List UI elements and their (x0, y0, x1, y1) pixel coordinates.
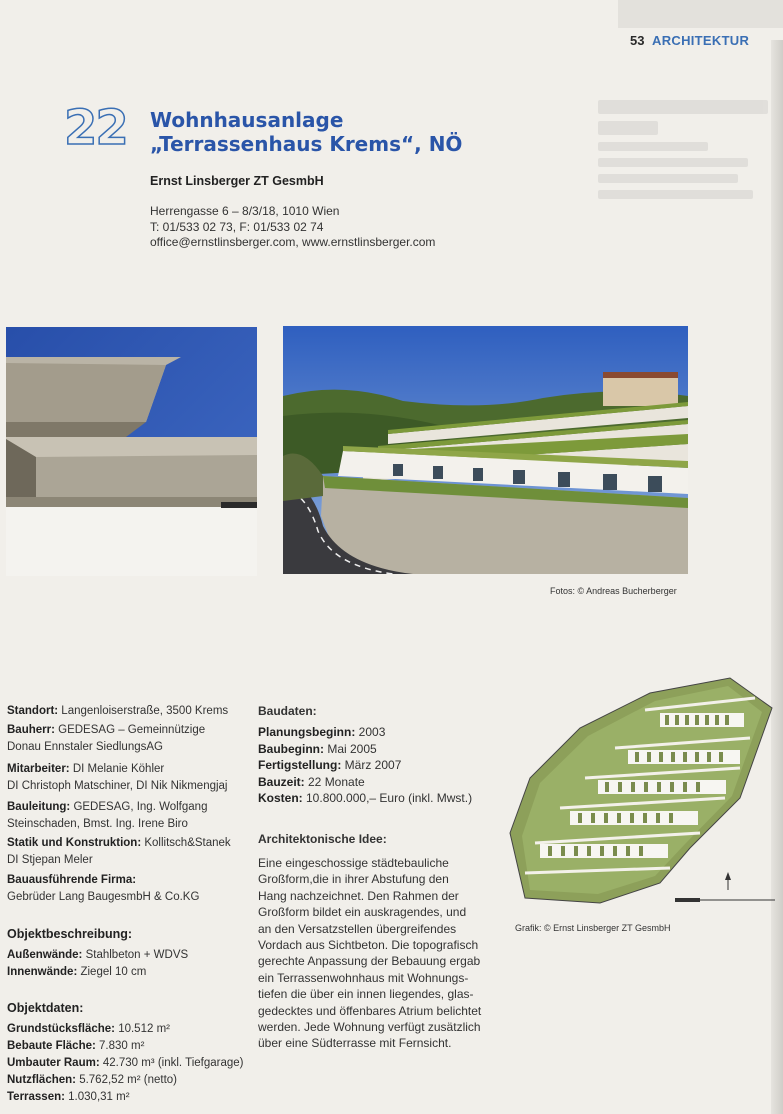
entry-title-line2: „Terrassenhaus Krems“, NÖ (150, 132, 463, 156)
idee-text: Eine eingeschossige städtebauliche Großform,die in ihrer Abstufung den Hang nachzeichnet. Den Rahmen der Großform bildet ein auskragendes, und an den Versatzstellen übergreifendes Vordach aus Sichtbeton. Die topografisch gerechte Anpassung der Bebauung ergab ein Terrassenwohnhaus mit Wohnungs- tiefen die über ein innen liegendes, glas- gedecktes und öffenbares Atrium belichtet werden. Jede Wohnung verfügt zusätzlich über eine Südterrasse mit Fernsicht. (258, 856, 482, 1051)
firm-phone-fax: T: 01/533 02 73, F: 01/533 02 74 (150, 220, 324, 234)
nutz-row: Nutzflächen: 5.762,52 m² (netto) (7, 1074, 177, 1086)
statik-row2: DI Stjepan Meler (7, 854, 93, 866)
statik-row: Statik und Konstruktion: Kollitsch&Stanek (7, 837, 231, 849)
page-number: 53 (630, 33, 645, 48)
standort-row: Standort: Langenloiserstraße, 3500 Krems (7, 705, 229, 717)
bauleitung-row: Bauleitung: GEDESAG, Ing. Wolfgang (7, 801, 208, 813)
bebaut-row: Bebaute Fläche: 7.830 m² (7, 1040, 145, 1052)
planung-row: Planungsbeginn: 2003 (258, 725, 386, 739)
site-plan-graphic (500, 668, 782, 918)
firm-name: Ernst Linsberger ZT GesmbH (150, 174, 324, 188)
fertig-row: Fertigstellung: März 2007 (258, 758, 402, 772)
innen-row: Innenwände: Ziegel 10 cm (7, 966, 147, 978)
photo-canopy-detail (6, 327, 257, 576)
bleed-through-ghost (598, 100, 783, 260)
firma-value: Gebrüder Lang BaugesmbH & Co.KG (7, 891, 200, 903)
photo-credit: Fotos: © Andreas Bucherberger (550, 586, 677, 596)
kosten-row: Kosten: 10.800.000,– Euro (inkl. Mwst.) (258, 791, 473, 805)
bauherr-row2: Donau Ennstaler SiedlungsAG (7, 741, 163, 753)
entry-title-line1: Wohnhausanlage (150, 108, 344, 132)
grund-row: Grundstücksfläche: 10.512 m² (7, 1023, 170, 1035)
baubeginn-row: Baubeginn: Mai 2005 (258, 742, 377, 756)
section-title: ARCHITEKTUR (652, 33, 750, 48)
terrassen-row: Terrassen: 1.030,31 m² (7, 1091, 130, 1103)
baudaten-heading: Baudaten: (258, 704, 317, 718)
umbaut-row: Umbauter Raum: 42.730 m³ (inkl. Tiefgarage) (7, 1057, 244, 1069)
objektdaten-heading: Objektdaten: (7, 1001, 84, 1015)
firm-address: Herrengasse 6 – 8/3/18, 1010 Wien (150, 204, 340, 218)
bauzeit-row: Bauzeit: 22 Monate (258, 775, 365, 789)
bauherr-row: Bauherr: GEDESAG – Gemeinnützige (7, 724, 206, 736)
photo-terraced-housing (283, 326, 688, 574)
header-strip (618, 0, 783, 28)
aussen-row: Außenwände: Stahlbeton + WDVS (7, 949, 189, 961)
objektbeschreibung-heading: Objektbeschreibung: (7, 927, 133, 941)
entry-number: 22 (64, 100, 127, 156)
firm-contact: office@ernstlinsberger.com, www.ernstlinsberger.com (150, 235, 436, 249)
idee-heading: Architektonische Idee: (258, 832, 387, 846)
plan-credit: Grafik: © Ernst Linsberger ZT GesmbH (515, 923, 671, 933)
bauleitung-row2: Steinschaden, Bmst. Ing. Irene Biro (7, 818, 188, 830)
firma-label: Bauausführende Firma: (7, 874, 137, 886)
mitarbeiter-row2: DI Christoph Matschiner, DI Nik Nikmengjaj (7, 780, 228, 792)
mitarbeiter-row: Mitarbeiter: DI Melanie Köhler (7, 763, 165, 775)
